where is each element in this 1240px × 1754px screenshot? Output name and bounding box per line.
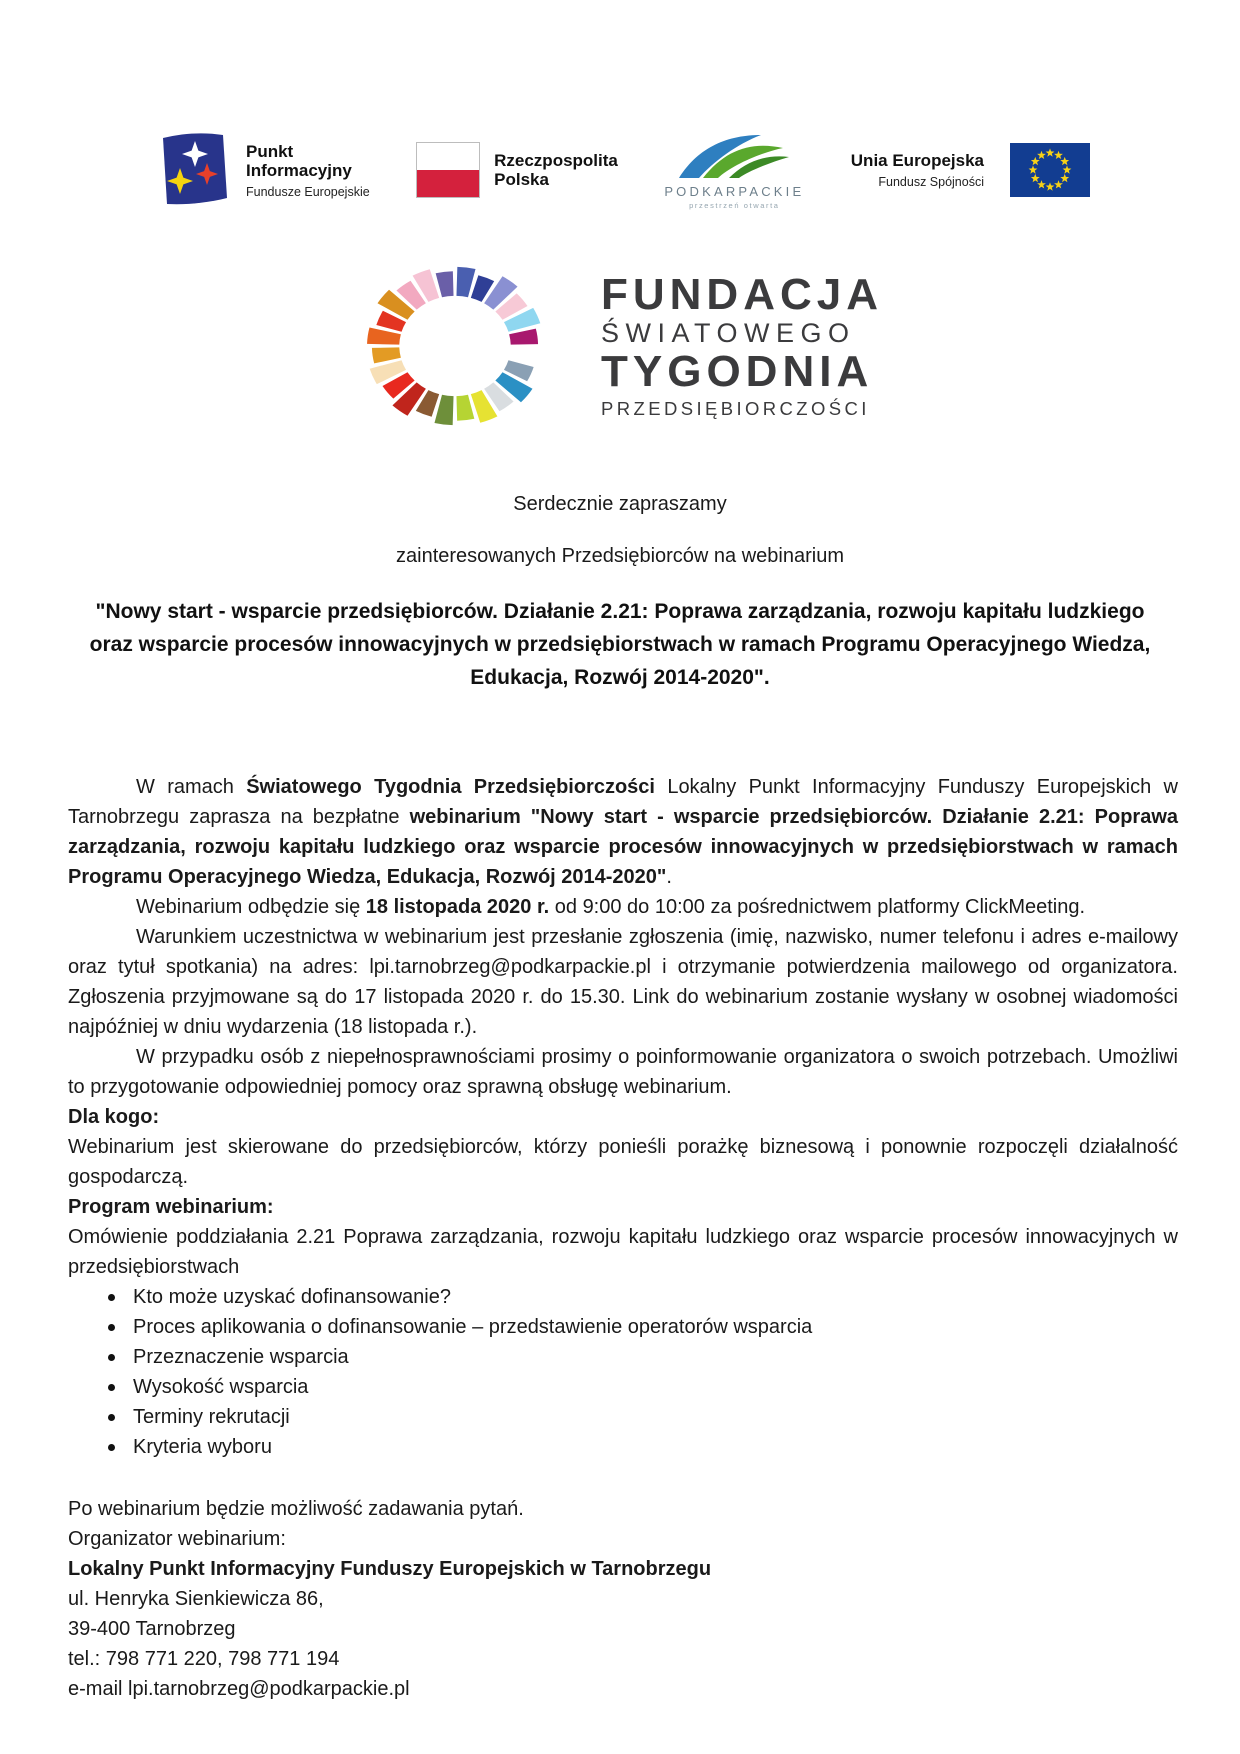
paragraph-date: Webinarium odbędzie się 18 listopada 2020 r. od 9:00 do 10:00 za pośrednictwem platformy ClickMeeting.	[136, 896, 1086, 918]
webinar-title: "Nowy start - wsparcie przedsiębiorców. Działanie 2.21: Poprawa zarządzania, rozwoju kapitału ludzkiego oraz wsparcie procesów innowacyjnych w przedsiębiorstwach w ramach Programu Operacyjnego Wiedza, Edukacja, Rozwój 2014-2020".	[89, 600, 1151, 689]
logo-podkarpackie-name: PODKARPACKIE	[664, 184, 805, 199]
invitation-line-1: Serdecznie zapraszamy	[513, 493, 727, 515]
ring-segment	[436, 271, 454, 297]
logo-podkarpackie-tagline: przestrzeń otwarta	[689, 201, 780, 210]
logo-polska-line-1: Rzeczpospolita	[494, 151, 618, 170]
foundation-line-3: TYGODNIA	[601, 347, 874, 396]
foundation-ring-icon	[357, 260, 553, 432]
paragraph-intro: W ramach Światowego Tygodnia Przedsiębiorczości Lokalny Punkt Informacyjny Funduszy Europejskich w Tarnobrzegu zaprasza na bezpłatne webinarium "Nowy start - wsparcie przedsiębiorców. Działanie 2.21: Poprawa zarządzania, rozwoju kapitału ludzkiego oraz wsparcie procesów innowacyjnych w przedsiębiorstwach w ramach Programu Operacyjnego Wiedza, Edukacja, Rozwój 2014-2020".	[68, 776, 1179, 888]
logo-podkarpackie	[664, 130, 804, 210]
paragraph-accessibility: W przypadku osób z niepełnosprawnościami prosimy o poinformowanie organizatora o swoich potrzebach. Umożliwi to przygotowanie odpowiedniej pomocy oraz sprawną obsługę webinarium.	[68, 1046, 1178, 1098]
foundation-logo	[0, 260, 1240, 437]
ring-segment	[372, 347, 401, 363]
eu-flag-icon	[1010, 143, 1090, 197]
spacer	[68, 1462, 1178, 1494]
logo-unia-europejska	[851, 143, 1090, 197]
agenda-item: Kto może uzyskać dofinansowanie?	[68, 1282, 1178, 1312]
invitation-line-2: zainteresowanych Przedsiębiorców na webinarium	[396, 545, 844, 567]
organizer-name: Lokalny Punkt Informacyjny Funduszy Europejskich w Tarnobrzegu	[68, 1558, 712, 1580]
header-logos-row	[150, 128, 1090, 212]
foundation-line-2: ŚWIATOWEGO	[601, 318, 856, 348]
foundation-line-1: FUNDACJA	[601, 270, 883, 319]
logo-polska-text	[494, 151, 618, 189]
logo-punkt-title-2: Informacyjny	[246, 160, 352, 180]
agenda-item: Przeznaczenie wsparcia	[68, 1342, 1178, 1372]
heading-dla-kogo: Dla kogo:	[68, 1106, 160, 1128]
poland-flag-red-stripe	[417, 170, 479, 197]
paragraph-questions-note: Po webinarium będzie możliwość zadawania pytań.	[68, 1498, 524, 1520]
heading-program: Program webinarium:	[68, 1196, 274, 1218]
foundation-ring	[357, 260, 553, 437]
paragraph-registration: Warunkiem uczestnictwa w webinarium jest przesłanie zgłoszenia (imię, nazwisko, numer telefonu i adres e-mailowy oraz tytuł spotkania) na adres: lpi.tarnobrzeg@podkarpackie.pl i otrzymanie potwierdzenia mailowego od organizatora. Zgłoszenia przyjmowane są do 17 listopada 2020 r. do 15.30. Link do webinarium zostanie wysłany w osobnej wiadomości najpóźniej w dniu wydarzenia (18 listopada r.).	[68, 926, 1178, 1038]
eu-funds-flag-icon	[150, 129, 232, 211]
logo-punkt-text	[246, 142, 370, 199]
agenda-item: Kryteria wyboru	[68, 1432, 1178, 1462]
webinar-agenda-list	[68, 1282, 1178, 1462]
podkarpackie-swoosh-icon	[671, 130, 797, 182]
logo-ue-line-1: Unia Europejska	[850, 151, 984, 170]
ring-segment	[456, 395, 474, 421]
organizer-phone: tel.: 798 771 220, 798 771 194	[68, 1648, 340, 1670]
heading-organizer: Organizator webinarium:	[68, 1528, 286, 1550]
paragraph-target-audience: Webinarium jest skierowane do przedsiębiorców, którzy ponieśli porażkę biznesową i ponownie rozpoczęli działalność gospodarczą.	[68, 1136, 1178, 1188]
logo-ue-text	[851, 151, 984, 189]
foundation-logo-text	[601, 270, 883, 422]
ring-segment	[509, 329, 538, 345]
logo-punkt-title-1: Punkt	[246, 141, 294, 161]
paragraph-program-overview: Omówienie poddziałania 2.21 Poprawa zarządzania, rozwoju kapitału ludzkiego oraz wsparcie procesów innowacyjnych w przedsiębiorstwach	[68, 1226, 1178, 1278]
agenda-item: Terminy rekrutacji	[68, 1402, 1178, 1432]
logo-ue-line-2: Fundusz Spójności	[878, 175, 984, 189]
foundation-line-4: PRZEDSIĘBIORCZOŚCI	[601, 398, 870, 419]
logo-punkt-subtitle: Fundusze Europejskie	[246, 184, 370, 199]
logo-punkt-informacyjny	[150, 129, 370, 211]
agenda-item: Wysokość wsparcia	[68, 1372, 1178, 1402]
organizer-street: ul. Henryka Sienkiewicza 86,	[68, 1588, 324, 1610]
organizer-email: e-mail lpi.tarnobrzeg@podkarpackie.pl	[68, 1678, 410, 1700]
agenda-item: Proces aplikowania o dofinansowanie – przedstawienie operatorów wsparcia	[68, 1312, 1178, 1342]
logo-polska-line-2: Polska	[494, 170, 549, 189]
organizer-city: 39-400 Tarnobrzeg	[68, 1618, 236, 1640]
logo-rzeczpospolita-polska	[416, 142, 618, 198]
poland-flag-icon	[416, 142, 480, 198]
body-content	[68, 772, 1178, 1704]
